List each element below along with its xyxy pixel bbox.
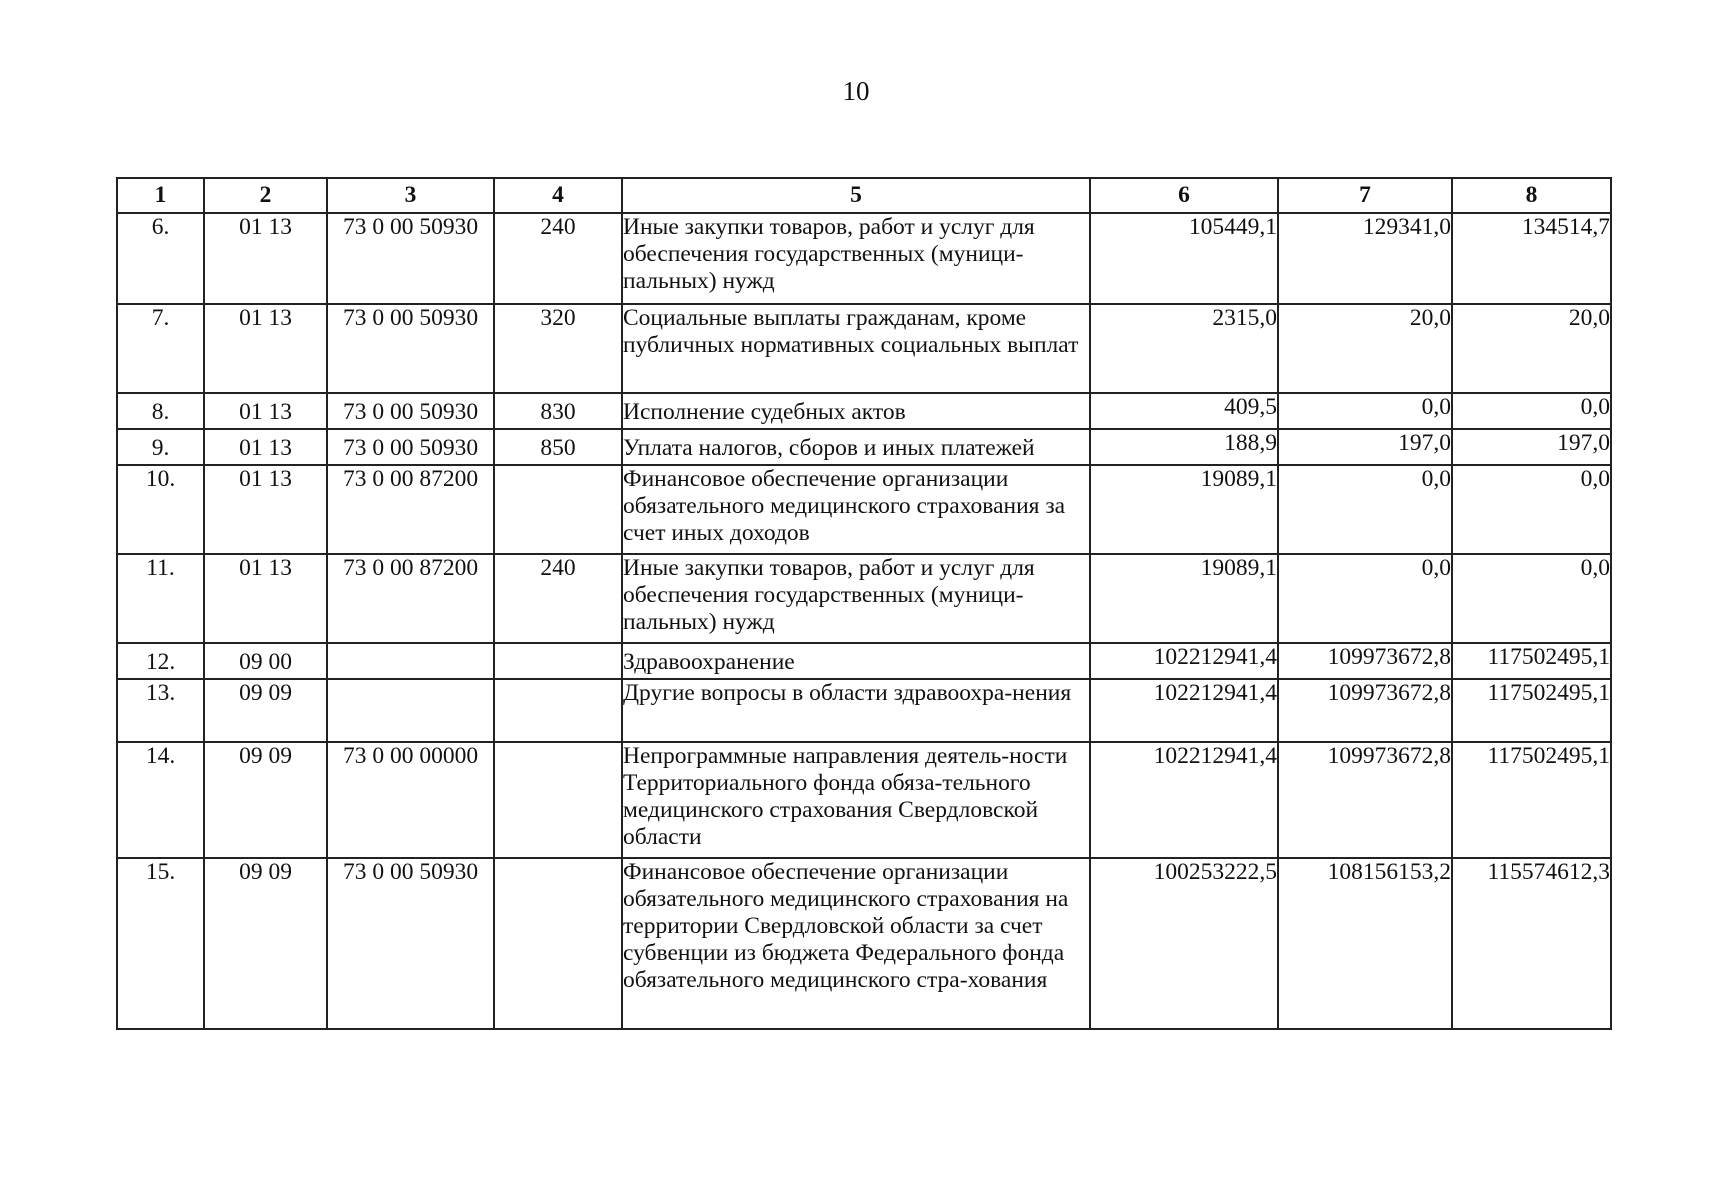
amount-col8: 134514,7 — [1452, 213, 1611, 304]
amount-col6: 409,5 — [1090, 393, 1278, 429]
amount-col8: 0,0 — [1452, 393, 1611, 429]
table-row — [117, 429, 1611, 465]
amount-col7: 109973672,8 — [1278, 679, 1452, 742]
row-number: 12. — [117, 643, 204, 679]
amount-col8: 197,0 — [1452, 429, 1611, 465]
header-cell: 1 — [117, 178, 204, 213]
amount-col6: 105449,1 — [1090, 213, 1278, 304]
table-row — [117, 858, 1611, 1029]
item-name: Непрограммные направления деятель-ности Территориального фонда обяза-тельного медицинского страхования Свердловской области — [622, 742, 1090, 858]
row-number: 14. — [117, 742, 204, 858]
header-cell: 2 — [204, 178, 327, 213]
table-row — [117, 393, 1611, 429]
item-name: Другие вопросы в области здравоохра-нения — [622, 679, 1090, 742]
amount-col7: 129341,0 — [1278, 213, 1452, 304]
amount-col8: 117502495,1 — [1452, 679, 1611, 742]
amount-col7: 20,0 — [1278, 304, 1452, 393]
item-name: Исполнение судебных актов — [622, 393, 1090, 429]
row-number: 15. — [117, 858, 204, 1029]
row-number: 8. — [117, 393, 204, 429]
section-code: 01 13 — [204, 393, 327, 429]
table-header-row — [117, 178, 1611, 213]
table-row — [117, 679, 1611, 742]
amount-col6: 100253222,5 — [1090, 858, 1278, 1029]
section-code: 01 13 — [204, 554, 327, 643]
expense-type-code: 830 — [494, 393, 622, 429]
amount-col6: 102212941,4 — [1090, 643, 1278, 679]
page-number: 10 — [842, 76, 870, 106]
expense-type-code: 850 — [494, 429, 622, 465]
target-article-code — [327, 643, 494, 679]
row-number: 13. — [117, 679, 204, 742]
amount-col8: 0,0 — [1452, 465, 1611, 554]
header-cell: 8 — [1452, 178, 1611, 213]
expense-type-code — [494, 679, 622, 742]
table-row — [117, 643, 1611, 679]
expense-type-code: 320 — [494, 304, 622, 393]
amount-col7: 0,0 — [1278, 393, 1452, 429]
target-article-code: 73 0 00 87200 — [327, 465, 494, 554]
header-cell: 4 — [494, 178, 622, 213]
expense-type-code: 240 — [494, 213, 622, 304]
budget-table — [116, 177, 1612, 1030]
item-name: Финансовое обеспечение организации обязательного медицинского страхования на территории Свердловской области за счет субвенции из бюджета Федерального фонда обязательного медицинского стра-хования — [622, 858, 1090, 1029]
header-cell: 5 — [622, 178, 1090, 213]
amount-col6: 19089,1 — [1090, 554, 1278, 643]
expense-type-code: 240 — [494, 554, 622, 643]
item-name: Социальные выплаты гражданам, кроме публичных нормативных социальных выплат — [622, 304, 1090, 393]
header-cell: 6 — [1090, 178, 1278, 213]
amount-col6: 188,9 — [1090, 429, 1278, 465]
row-number: 9. — [117, 429, 204, 465]
amount-col6: 102212941,4 — [1090, 742, 1278, 858]
section-code: 09 09 — [204, 679, 327, 742]
row-number: 10. — [117, 465, 204, 554]
amount-col7: 108156153,2 — [1278, 858, 1452, 1029]
amount-col7: 0,0 — [1278, 554, 1452, 643]
section-code: 01 13 — [204, 465, 327, 554]
section-code: 01 13 — [204, 304, 327, 393]
target-article-code: 73 0 00 50930 — [327, 304, 494, 393]
target-article-code — [327, 679, 494, 742]
amount-col6: 102212941,4 — [1090, 679, 1278, 742]
item-name: Иные закупки товаров, работ и услуг для обеспечения государственных (муници-пальных) нужд — [622, 554, 1090, 643]
expense-type-code — [494, 858, 622, 1029]
header-cell: 3 — [327, 178, 494, 213]
section-code: 01 13 — [204, 429, 327, 465]
amount-col8: 0,0 — [1452, 554, 1611, 643]
amount-col8: 115574612,3 — [1452, 858, 1611, 1029]
expense-type-code — [494, 643, 622, 679]
section-code: 09 09 — [204, 742, 327, 858]
amount-col7: 197,0 — [1278, 429, 1452, 465]
section-code: 09 09 — [204, 858, 327, 1029]
target-article-code: 73 0 00 50930 — [327, 858, 494, 1029]
amount-col8: 117502495,1 — [1452, 742, 1611, 858]
amount-col8: 117502495,1 — [1452, 643, 1611, 679]
section-code: 01 13 — [204, 213, 327, 304]
table-row — [117, 213, 1611, 304]
row-number: 11. — [117, 554, 204, 643]
target-article-code: 73 0 00 00000 — [327, 742, 494, 858]
item-name: Уплата налогов, сборов и иных платежей — [622, 429, 1090, 465]
row-number: 6. — [117, 213, 204, 304]
target-article-code: 73 0 00 50930 — [327, 429, 494, 465]
target-article-code: 73 0 00 87200 — [327, 554, 494, 643]
row-number: 7. — [117, 304, 204, 393]
amount-col6: 2315,0 — [1090, 304, 1278, 393]
table-row — [117, 554, 1611, 643]
item-name: Иные закупки товаров, работ и услуг для обеспечения государственных (муници-пальных) нужд — [622, 213, 1090, 304]
amount-col8: 20,0 — [1452, 304, 1611, 393]
table-row — [117, 304, 1611, 393]
table-row — [117, 742, 1611, 858]
header-cell: 7 — [1278, 178, 1452, 213]
target-article-code: 73 0 00 50930 — [327, 213, 494, 304]
target-article-code: 73 0 00 50930 — [327, 393, 494, 429]
amount-col7: 109973672,8 — [1278, 643, 1452, 679]
expense-type-code — [494, 465, 622, 554]
item-name: Финансовое обеспечение организации обязательного медицинского страхования за счет иных доходов — [622, 465, 1090, 554]
amount-col7: 109973672,8 — [1278, 742, 1452, 858]
item-name: Здравоохранение — [622, 643, 1090, 679]
amount-col7: 0,0 — [1278, 465, 1452, 554]
table-row — [117, 465, 1611, 554]
section-code: 09 00 — [204, 643, 327, 679]
expense-type-code — [494, 742, 622, 858]
amount-col6: 19089,1 — [1090, 465, 1278, 554]
